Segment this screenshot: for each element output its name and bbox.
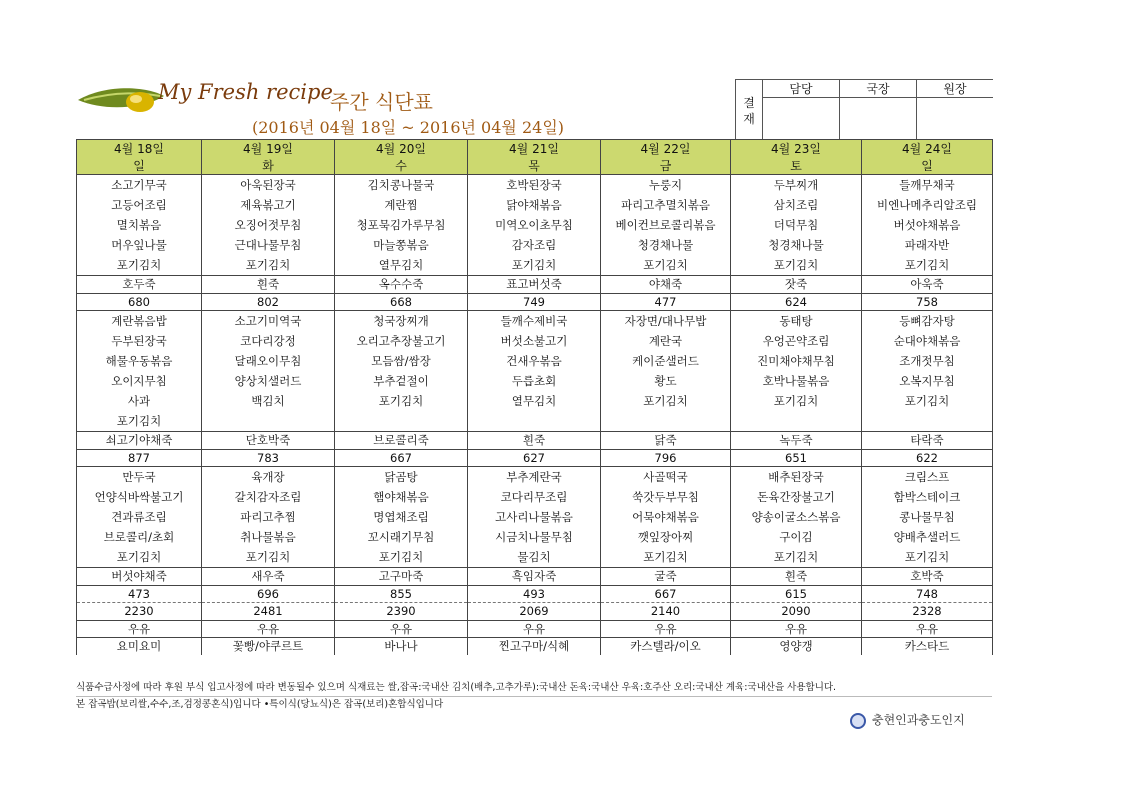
- milk-cell: 우유: [862, 620, 993, 638]
- meal-3-porridge-cell: 호박죽: [862, 568, 993, 586]
- meal-3-dish-cell: 포기김치: [731, 547, 862, 568]
- daily-total-kcal-cell: 2390: [335, 603, 468, 621]
- meal-3-kcal-cell: 855: [335, 585, 468, 603]
- meal-2-dish-cell: [335, 411, 468, 432]
- meal-1-dish-cell: 버섯야채볶음: [862, 215, 993, 235]
- meal-3-dish-cell: 포기김치: [862, 547, 993, 568]
- meal-2-dish-cell: 들깨수제비국: [468, 311, 601, 332]
- meal-2-dish-cell: 케이준샐러드: [601, 351, 731, 371]
- meal-1-dish-cell: 비엔나메추리알조림: [862, 195, 993, 215]
- page-title: 주간 식단표: [330, 90, 433, 114]
- meal-2-dish-cell: 오복지무침: [862, 371, 993, 391]
- signature-cell: [840, 98, 917, 142]
- meal-3-dish-cell: 함박스테이크: [862, 487, 993, 507]
- school-name: [850, 711, 990, 731]
- snack-cell: 요미요미: [77, 638, 202, 655]
- meal-2-dish-row: [77, 351, 993, 371]
- meal-2-kcal-cell: 622: [862, 449, 993, 467]
- meal-1-dish-cell: 베이컨브로콜리볶음: [601, 215, 731, 235]
- meal-3-dish-cell: 쑥갓두부무침: [601, 487, 731, 507]
- meal-1-porridge-cell: 호두죽: [77, 276, 202, 294]
- snack-cell: 찐고구마/식혜: [468, 638, 601, 655]
- meal-1-porridge-cell: 야채죽: [601, 276, 731, 294]
- meal-2-dish-cell: 우엉곤약조림: [731, 331, 862, 351]
- meal-1-dish-row: [77, 235, 993, 255]
- meal-3-dish-cell: 파리고추찜: [202, 507, 335, 527]
- meal-1-dish-cell: 멸치볶음: [77, 215, 202, 235]
- meal-1-dish-cell: 열무김치: [335, 255, 468, 276]
- meal-2-kcal-cell: 667: [335, 449, 468, 467]
- milk-cell: 우유: [601, 620, 731, 638]
- meal-3-dish-cell: 크림스프: [862, 467, 993, 488]
- meal-2-kcal-cell: 627: [468, 449, 601, 467]
- meal-2-dish-row: [77, 311, 993, 332]
- meal-3-porridge-cell: 굴죽: [601, 568, 731, 586]
- weekday-header-cell: 일: [862, 157, 993, 175]
- meal-2-dish-cell: 사과: [77, 391, 202, 411]
- meal-3-dish-cell: 닭곰탕: [335, 467, 468, 488]
- meal-2-dish-cell: [202, 411, 335, 432]
- date-header-row: [77, 140, 993, 158]
- meal-1-porridge-cell: 잣죽: [731, 276, 862, 294]
- meal-2-dish-cell: [468, 411, 601, 432]
- daily-total-kcal-cell: 2069: [468, 603, 601, 621]
- meal-3-dish-row: [77, 547, 993, 568]
- meal-3-dish-row: [77, 487, 993, 507]
- meal-2-porridge-cell: 단호박죽: [202, 432, 335, 450]
- meal-3-dish-cell: 육개장: [202, 467, 335, 488]
- meal-1-dish-cell: 닭야채볶음: [468, 195, 601, 215]
- meal-1-porridge-cell: 표고버섯죽: [468, 276, 601, 294]
- meal-2-kcal-cell: 651: [731, 449, 862, 467]
- meal-3-dish-cell: 견과류조림: [77, 507, 202, 527]
- meal-2-dish-cell: 황도: [601, 371, 731, 391]
- weekday-header-cell: 목: [468, 157, 601, 175]
- meal-2-dish-cell: 백김치: [202, 391, 335, 411]
- meal-1-kcal-cell: 477: [601, 293, 731, 311]
- meal-3-kcal-cell: 493: [468, 585, 601, 603]
- date-header-cell: 4월 24일: [862, 140, 993, 158]
- meal-1-dish-cell: 더덕무침: [731, 215, 862, 235]
- meal-2-porridge-cell: 브로콜리죽: [335, 432, 468, 450]
- meal-2-kcal-row: [77, 449, 993, 467]
- meal-1-kcal-row: [77, 293, 993, 311]
- meal-3-dish-cell: 포기김치: [202, 547, 335, 568]
- weekday-header-cell: 화: [202, 157, 335, 175]
- meal-2-dish-cell: 두릅초회: [468, 371, 601, 391]
- school-emblem-icon: [850, 713, 866, 729]
- meal-1-dish-cell: 포기김치: [202, 255, 335, 276]
- weekday-header-cell: 일: [77, 157, 202, 175]
- meal-2-dish-cell: 건새우볶음: [468, 351, 601, 371]
- meal-1-dish-cell: 제육볶고기: [202, 195, 335, 215]
- meal-1-dish-cell: 머우잎나물: [77, 235, 202, 255]
- meal-2-dish-cell: 부추겉절이: [335, 371, 468, 391]
- meal-3-dish-cell: 부추계란국: [468, 467, 601, 488]
- meal-3-dish-cell: 깻잎장아찌: [601, 527, 731, 547]
- meal-3-kcal-cell: 473: [77, 585, 202, 603]
- snack-cell: 꽃빵/야쿠르트: [202, 638, 335, 655]
- meal-1-dish-cell: 근대나물무침: [202, 235, 335, 255]
- meal-3-dish-cell: 물김치: [468, 547, 601, 568]
- weekday-header-cell: 토: [731, 157, 862, 175]
- date-header-cell: 4월 19일: [202, 140, 335, 158]
- grain-note: 본 잡곡밥(보리쌀,수수,조,검정콩혼식)입니다 •특이식(당뇨식)은 잡곡(보리)혼합식입니다: [76, 699, 444, 710]
- meal-2-dish-cell: 동태탕: [731, 311, 862, 332]
- milk-cell: 우유: [468, 620, 601, 638]
- meal-3-dish-cell: 양배추샐러드: [862, 527, 993, 547]
- snack-cell: 영양갱: [731, 638, 862, 655]
- meal-2-dish-cell: 포기김치: [335, 391, 468, 411]
- date-header-cell: 4월 21일: [468, 140, 601, 158]
- meal-1-kcal-cell: 802: [202, 293, 335, 311]
- meal-1-dish-row: [77, 195, 993, 215]
- meal-1-porridge-cell: 흰죽: [202, 276, 335, 294]
- meal-3-dish-cell: 포기김치: [601, 547, 731, 568]
- meal-3-porridge-cell: 버섯야채죽: [77, 568, 202, 586]
- meal-2-porridge-cell: 흰죽: [468, 432, 601, 450]
- meal-1-dish-row: [77, 255, 993, 276]
- meal-3-kcal-cell: 696: [202, 585, 335, 603]
- weekday-header-cell: 금: [601, 157, 731, 175]
- snack-cell: 바나나: [335, 638, 468, 655]
- milk-cell: 우유: [335, 620, 468, 638]
- meal-3-dish-cell: 명엽채조림: [335, 507, 468, 527]
- meal-2-dish-cell: 오리고추장불고기: [335, 331, 468, 351]
- meal-1-dish-cell: 소고기무국: [77, 175, 202, 196]
- meal-1-dish-cell: 삼치조림: [731, 195, 862, 215]
- meal-2-dish-cell: 해물우동볶음: [77, 351, 202, 371]
- meal-1-porridge-row: [77, 276, 993, 294]
- meal-1-dish-cell: 마늘쫑볶음: [335, 235, 468, 255]
- meal-2-dish-cell: 모듬쌈/쌈장: [335, 351, 468, 371]
- meal-1-dish-cell: 파리고추멸치볶음: [601, 195, 731, 215]
- meal-2-dish-row: [77, 391, 993, 411]
- meal-3-dish-cell: 만두국: [77, 467, 202, 488]
- meal-3-porridge-cell: 고구마죽: [335, 568, 468, 586]
- meal-3-dish-cell: 돈육간장불고기: [731, 487, 862, 507]
- date-header-cell: 4월 23일: [731, 140, 862, 158]
- meal-1-dish-cell: 포기김치: [862, 255, 993, 276]
- meal-1-dish-cell: 아욱된장국: [202, 175, 335, 196]
- meal-1-dish-row: [77, 175, 993, 196]
- meal-3-kcal-cell: 615: [731, 585, 862, 603]
- meal-2-dish-cell: [862, 411, 993, 432]
- meal-2-dish-cell: 양상치샐러드: [202, 371, 335, 391]
- meal-1-dish-cell: 청경채나물: [601, 235, 731, 255]
- meal-2-dish-cell: 계란볶음밥: [77, 311, 202, 332]
- logo-text: My Fresh recipe: [158, 80, 333, 104]
- meal-1-dish-cell: 호박된장국: [468, 175, 601, 196]
- meal-2-dish-cell: 순대야채볶음: [862, 331, 993, 351]
- meal-1-dish-cell: 포기김치: [468, 255, 601, 276]
- daily-total-kcal-cell: 2090: [731, 603, 862, 621]
- meal-1-dish-cell: 청경채나물: [731, 235, 862, 255]
- meal-1-kcal-cell: 668: [335, 293, 468, 311]
- meal-3-porridge-row: [77, 568, 993, 586]
- meal-3-dish-cell: 포기김치: [335, 547, 468, 568]
- meal-3-dish-cell: 어묵야채볶음: [601, 507, 731, 527]
- meal-1-dish-cell: 들깨무채국: [862, 175, 993, 196]
- meal-1-dish-cell: 포기김치: [731, 255, 862, 276]
- meal-2-porridge-cell: 쇠고기야채죽: [77, 432, 202, 450]
- meal-3-dish-cell: 양송이굴소스볶음: [731, 507, 862, 527]
- meal-3-dish-cell: 햄야채볶음: [335, 487, 468, 507]
- meal-1-dish-cell: 오징어젓무침: [202, 215, 335, 235]
- ingredient-origin-note: 식품수급사정에 따라 후원 부식 입고사정에 따라 변동될수 있으며 식재료는 쌀,잡곡:국내산 김치(배추,고추가루):국내산 돈육:국내산 우육:호주산 오리:국내산 계육:국내산을 사용합니다.: [76, 680, 992, 697]
- meal-2-dish-cell: 오이지무침: [77, 371, 202, 391]
- milk-cell: 우유: [202, 620, 335, 638]
- milk-cell: 우유: [731, 620, 862, 638]
- meal-2-dish-row: [77, 331, 993, 351]
- meal-2-dish-row: [77, 371, 993, 391]
- meal-3-kcal-cell: 748: [862, 585, 993, 603]
- meal-3-porridge-cell: 흑임자죽: [468, 568, 601, 586]
- meal-3-dish-cell: 포기김치: [77, 547, 202, 568]
- meal-2-dish-cell: 포기김치: [601, 391, 731, 411]
- meal-1-dish-cell: 두부찌개: [731, 175, 862, 196]
- date-header-cell: 4월 22일: [601, 140, 731, 158]
- approval-role: 국장: [840, 80, 917, 98]
- meal-1-dish-cell: 고등어조림: [77, 195, 202, 215]
- meal-2-dish-cell: 코다리강정: [202, 331, 335, 351]
- date-header-cell: 4월 20일: [335, 140, 468, 158]
- meal-2-dish-cell: 소고기미역국: [202, 311, 335, 332]
- meal-3-dish-cell: 배추된장국: [731, 467, 862, 488]
- meal-2-dish-cell: [601, 411, 731, 432]
- meal-2-dish-cell: 계란국: [601, 331, 731, 351]
- meal-3-dish-cell: 구이김: [731, 527, 862, 547]
- meal-2-dish-cell: 조개젓무침: [862, 351, 993, 371]
- weekday-header-cell: 수: [335, 157, 468, 175]
- meal-3-dish-cell: 콩나물무침: [862, 507, 993, 527]
- meal-1-kcal-cell: 680: [77, 293, 202, 311]
- approval-role: 원장: [917, 80, 994, 98]
- meal-1-dish-cell: 계란찜: [335, 195, 468, 215]
- meal-3-dish-cell: 시금치나물무침: [468, 527, 601, 547]
- meal-2-kcal-cell: 877: [77, 449, 202, 467]
- meal-1-kcal-cell: 749: [468, 293, 601, 311]
- meal-1-kcal-cell: 758: [862, 293, 993, 311]
- meal-1-dish-cell: 포기김치: [77, 255, 202, 276]
- meal-2-dish-cell: 포기김치: [731, 391, 862, 411]
- meal-3-porridge-cell: 흰죽: [731, 568, 862, 586]
- meal-3-dish-row: [77, 467, 993, 488]
- meal-3-dish-cell: 사골떡국: [601, 467, 731, 488]
- snack-cell: 카스타드: [862, 638, 993, 655]
- approval-box: [735, 79, 993, 142]
- meal-2-porridge-cell: 녹두죽: [731, 432, 862, 450]
- meal-1-dish-cell: 청포묵김가루무침: [335, 215, 468, 235]
- meal-1-porridge-cell: 옥수수죽: [335, 276, 468, 294]
- meal-1-dish-cell: 포기김치: [601, 255, 731, 276]
- meal-2-porridge-cell: 닭죽: [601, 432, 731, 450]
- meal-3-dish-row: [77, 507, 993, 527]
- milk-row: [77, 620, 993, 638]
- meal-2-dish-cell: 달래오이무침: [202, 351, 335, 371]
- daily-total-kcal-row: [77, 603, 993, 621]
- meal-3-dish-cell: 취나물볶음: [202, 527, 335, 547]
- meal-2-dish-cell: 버섯소불고기: [468, 331, 601, 351]
- school-name-text: 충현인과충도인지: [872, 713, 965, 727]
- date-range: (2016년 04월 18일 ~ 2016년 04월 24일): [252, 118, 565, 137]
- meal-2-kcal-cell: 796: [601, 449, 731, 467]
- meal-1-dish-cell: 김치콩나물국: [335, 175, 468, 196]
- approval-role: 담당: [763, 80, 840, 98]
- meal-2-dish-cell: [731, 411, 862, 432]
- meal-1-kcal-cell: 624: [731, 293, 862, 311]
- meal-3-dish-cell: 꼬시래기무침: [335, 527, 468, 547]
- signature-cell: [763, 98, 840, 142]
- meal-2-porridge-row: [77, 432, 993, 450]
- date-header-cell: 4월 18일: [77, 140, 202, 158]
- meal-2-dish-cell: 호박나물볶음: [731, 371, 862, 391]
- notes: [76, 680, 992, 713]
- daily-total-kcal-cell: 2230: [77, 603, 202, 621]
- meal-3-kcal-row: [77, 585, 993, 603]
- daily-total-kcal-cell: 2481: [202, 603, 335, 621]
- meal-3-dish-cell: 코다리무조림: [468, 487, 601, 507]
- weekly-menu-table: [76, 139, 993, 655]
- meal-1-dish-cell: 감자조림: [468, 235, 601, 255]
- signature-cell: [917, 98, 994, 142]
- meal-3-dish-cell: 고사리나물볶음: [468, 507, 601, 527]
- approval-label: 결 재: [736, 80, 763, 142]
- meal-1-dish-cell: 누룽지: [601, 175, 731, 196]
- milk-cell: 우유: [77, 620, 202, 638]
- meal-2-dish-cell: 자장면/대나무밥: [601, 311, 731, 332]
- meal-3-dish-cell: 언양식바싹불고기: [77, 487, 202, 507]
- meal-2-dish-cell: 포기김치: [77, 411, 202, 432]
- meal-3-dish-row: [77, 527, 993, 547]
- meal-2-dish-cell: 진미채야채무침: [731, 351, 862, 371]
- meal-1-dish-cell: 미역오이초무침: [468, 215, 601, 235]
- daily-total-kcal-cell: 2328: [862, 603, 993, 621]
- weekday-header-row: [77, 157, 993, 175]
- meal-2-porridge-cell: 타락죽: [862, 432, 993, 450]
- meal-3-dish-cell: 브로콜리/초회: [77, 527, 202, 547]
- meal-3-kcal-cell: 667: [601, 585, 731, 603]
- meal-2-dish-cell: 포기김치: [862, 391, 993, 411]
- meal-1-dish-cell: 파래자반: [862, 235, 993, 255]
- meal-2-dish-cell: 열무김치: [468, 391, 601, 411]
- meal-1-dish-row: [77, 215, 993, 235]
- snack-cell: 카스텔라/이오: [601, 638, 731, 655]
- meal-2-kcal-cell: 783: [202, 449, 335, 467]
- meal-2-dish-cell: 두부된장국: [77, 331, 202, 351]
- meal-1-porridge-cell: 아욱죽: [862, 276, 993, 294]
- meal-3-dish-cell: 갈치감자조림: [202, 487, 335, 507]
- meal-3-porridge-cell: 새우죽: [202, 568, 335, 586]
- meal-2-dish-cell: 청국장찌개: [335, 311, 468, 332]
- meal-2-dish-row: [77, 411, 993, 432]
- meal-2-dish-cell: 등뼈감자탕: [862, 311, 993, 332]
- snack-row: [77, 638, 993, 655]
- daily-total-kcal-cell: 2140: [601, 603, 731, 621]
